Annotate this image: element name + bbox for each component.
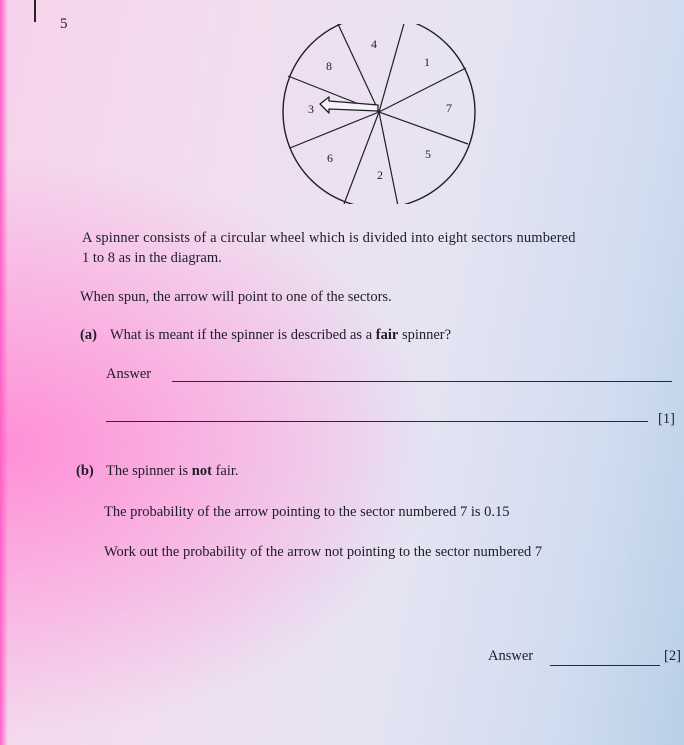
sector-label-4: 4: [371, 37, 377, 51]
marks-a: [1]: [658, 411, 675, 427]
divider-line: [379, 24, 405, 112]
sector-label-1: 1: [424, 55, 430, 69]
when-spun-text: When spun, the arrow will point to one of the sectors.: [80, 289, 392, 305]
part-a-label: (a): [80, 327, 97, 343]
divider-line: [344, 112, 379, 204]
sector-label-8: 8: [326, 59, 332, 73]
sector-label-3: 3: [308, 102, 314, 116]
arrow-pointer: [320, 97, 378, 113]
sector-label-7: 7: [446, 101, 452, 115]
answer-label-a: Answer: [106, 366, 152, 382]
margin-line: [34, 0, 36, 22]
page-edge: [0, 0, 8, 745]
part-b-line-1-bold: not: [191, 463, 212, 479]
spinner-diagram: [280, 24, 480, 204]
marks-b: [2]: [664, 648, 681, 664]
divider-line: [379, 68, 466, 112]
part-b-line-1: [106, 463, 239, 480]
divider-line: [379, 112, 468, 144]
sector-label-2: 2: [377, 168, 383, 182]
divider-line: [290, 112, 379, 148]
part-b-line-1-post: fair.: [215, 463, 239, 479]
answer-label-b: Answer: [488, 648, 534, 664]
answer-line-b[interactable]: [550, 665, 660, 666]
part-b-line-1-pre: The spinner is: [106, 463, 189, 479]
intro-text-line-1: A spinner consists of a circular wheel which is divided into eight sectors numbered: [82, 230, 576, 246]
part-a-question-post: spinner?: [401, 327, 452, 343]
answer-line-a1[interactable]: [172, 381, 672, 382]
answer-line-a2[interactable]: [106, 421, 648, 422]
question-number: 5: [60, 16, 68, 32]
part-b-line-3: Work out the probability of the arrow not pointing to the sector numbered 7: [104, 544, 543, 560]
part-a-question-pre: What is meant if the spinner is described as a: [110, 327, 373, 343]
sector-label-6: 6: [327, 151, 333, 165]
divider-line: [379, 112, 398, 204]
part-a-question-bold: fair: [375, 327, 399, 343]
sector-label-5: 5: [425, 147, 431, 161]
intro-text-line-2: 1 to 8 as in the diagram.: [82, 250, 222, 266]
part-b-line-2: The probability of the arrow pointing to the sector numbered 7 is 0.15: [104, 504, 510, 520]
part-a-question: [110, 327, 451, 344]
part-b-label: (b): [76, 463, 94, 479]
